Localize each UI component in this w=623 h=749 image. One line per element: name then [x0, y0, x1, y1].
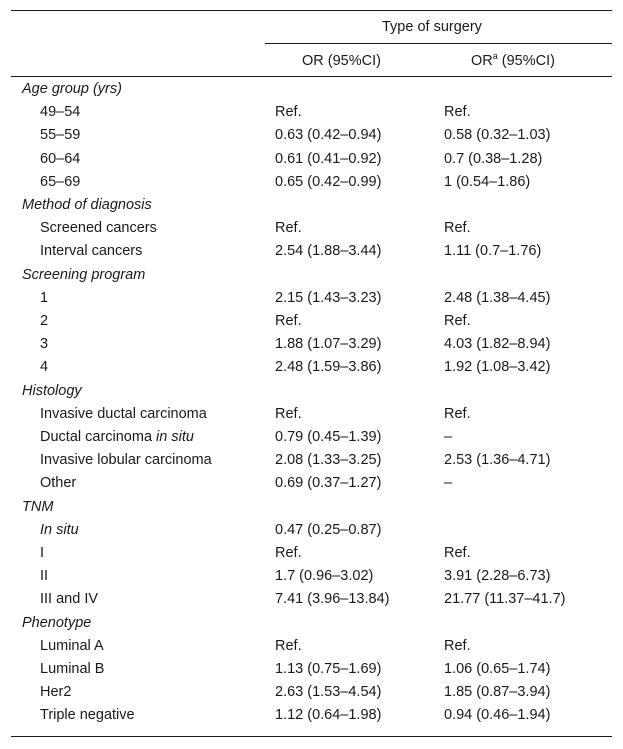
row-ora-value: Ref.	[444, 638, 471, 654]
row-ora-value: Ref.	[444, 545, 471, 561]
row-ora-value: Ref.	[444, 406, 471, 422]
row-label: 49–54	[40, 104, 81, 120]
row-or-value: 2.48 (1.59–3.86)	[275, 359, 382, 375]
row-label: 2	[40, 313, 49, 329]
row-or-value: Ref.	[275, 104, 302, 120]
header-bottom-rule	[11, 76, 612, 77]
row-ora-value: 1 (0.54–1.86)	[444, 174, 531, 190]
row-ora-value: 4.03 (1.82–8.94)	[444, 336, 551, 352]
row-or-value: 1.88 (1.07–3.29)	[275, 336, 382, 352]
row-ora-value: 3.91 (2.28–6.73)	[444, 568, 551, 584]
row-or-value: 0.65 (0.42–0.99)	[275, 174, 382, 190]
row-label: Screened cancers	[40, 220, 157, 236]
row-label: Invasive lobular carcinoma	[40, 452, 212, 468]
row-label: Luminal A	[40, 638, 104, 654]
row-ora-value: 0.94 (0.46–1.94)	[444, 707, 551, 723]
row-label: Her2	[40, 684, 72, 700]
row-or-value: Ref.	[275, 313, 302, 329]
row-label: I	[40, 545, 45, 561]
top-rule	[11, 10, 612, 11]
row-label: 1	[40, 290, 49, 306]
row-or-value: 0.79 (0.45–1.39)	[275, 429, 382, 445]
row-label: III and IV	[40, 591, 99, 607]
section-title: Histology	[22, 383, 82, 399]
row-or-value: 0.47 (0.25–0.87)	[275, 522, 382, 538]
row-or-value: Ref.	[275, 220, 302, 236]
footnote-marker: a	[492, 51, 498, 62]
row-or-value: 0.63 (0.42–0.94)	[275, 127, 382, 143]
row-ora-value: 1.92 (1.08–3.42)	[444, 359, 551, 375]
header-col-ora: $OR^a$ (95%CI)	[471, 51, 555, 69]
row-or-value: 2.54 (1.88–3.44)	[275, 243, 382, 259]
group-rule	[265, 43, 612, 44]
row-label: Interval cancers	[40, 243, 143, 259]
row-label: 65–69	[40, 174, 81, 190]
row-or-value: 7.41 (3.96–13.84)	[275, 591, 390, 607]
row-label: Luminal B	[40, 661, 105, 677]
row-or-value: 2.63 (1.53–4.54)	[275, 684, 382, 700]
row-or-value: 0.69 (0.37–1.27)	[275, 475, 382, 491]
header-group-label: Type of surgery	[382, 19, 482, 35]
section-title: Method of diagnosis	[22, 197, 152, 213]
row-ora-value: Ref.	[444, 313, 471, 329]
row-ora-value: 2.53 (1.36–4.71)	[444, 452, 551, 468]
row-ora-value: 2.48 (1.38–4.45)	[444, 290, 551, 306]
row-ora-value: 0.7 (0.38–1.28)	[444, 151, 543, 167]
section-title: Screening program	[22, 267, 146, 283]
row-label: 55–59	[40, 127, 81, 143]
row-or-value: 1.7 (0.96–3.02)	[275, 568, 374, 584]
row-label: 60–64	[40, 151, 81, 167]
row-label: Ductal carcinoma in situ	[40, 429, 194, 445]
row-label: In situ	[40, 522, 79, 538]
row-ora-value: 1.85 (0.87–3.94)	[444, 684, 551, 700]
row-or-value: 2.15 (1.43–3.23)	[275, 290, 382, 306]
row-ora-value: Ref.	[444, 104, 471, 120]
row-ora-value: 1.06 (0.65–1.74)	[444, 661, 551, 677]
row-or-value: 1.12 (0.64–1.98)	[275, 707, 382, 723]
section-title: TNM	[22, 499, 54, 515]
row-label: Triple negative	[40, 707, 135, 723]
row-or-value: Ref.	[275, 406, 302, 422]
row-or-value: Ref.	[275, 638, 302, 654]
bottom-rule	[11, 736, 612, 737]
row-or-value: 2.08 (1.33–3.25)	[275, 452, 382, 468]
section-title: Age group (yrs)	[22, 81, 122, 97]
row-label: Invasive ductal carcinoma	[40, 406, 207, 422]
row-label: 4	[40, 359, 49, 375]
row-or-value: 0.61 (0.41–0.92)	[275, 151, 382, 167]
row-ora-value: –	[444, 429, 453, 445]
row-or-value: 1.13 (0.75–1.69)	[275, 661, 382, 677]
row-ora-value: –	[444, 475, 453, 491]
row-label: Other	[40, 475, 77, 491]
row-label: 3	[40, 336, 49, 352]
section-title: Phenotype	[22, 615, 92, 631]
header-col-or: OR (95%CI)	[302, 53, 381, 69]
row-ora-value: 0.58 (0.32–1.03)	[444, 127, 551, 143]
row-ora-value: 21.77 (11.37–41.7)	[444, 591, 566, 607]
row-label: II	[40, 568, 49, 584]
row-or-value: Ref.	[275, 545, 302, 561]
row-ora-value: Ref.	[444, 220, 471, 236]
row-ora-value: 1.11 (0.7–1.76)	[444, 243, 542, 259]
